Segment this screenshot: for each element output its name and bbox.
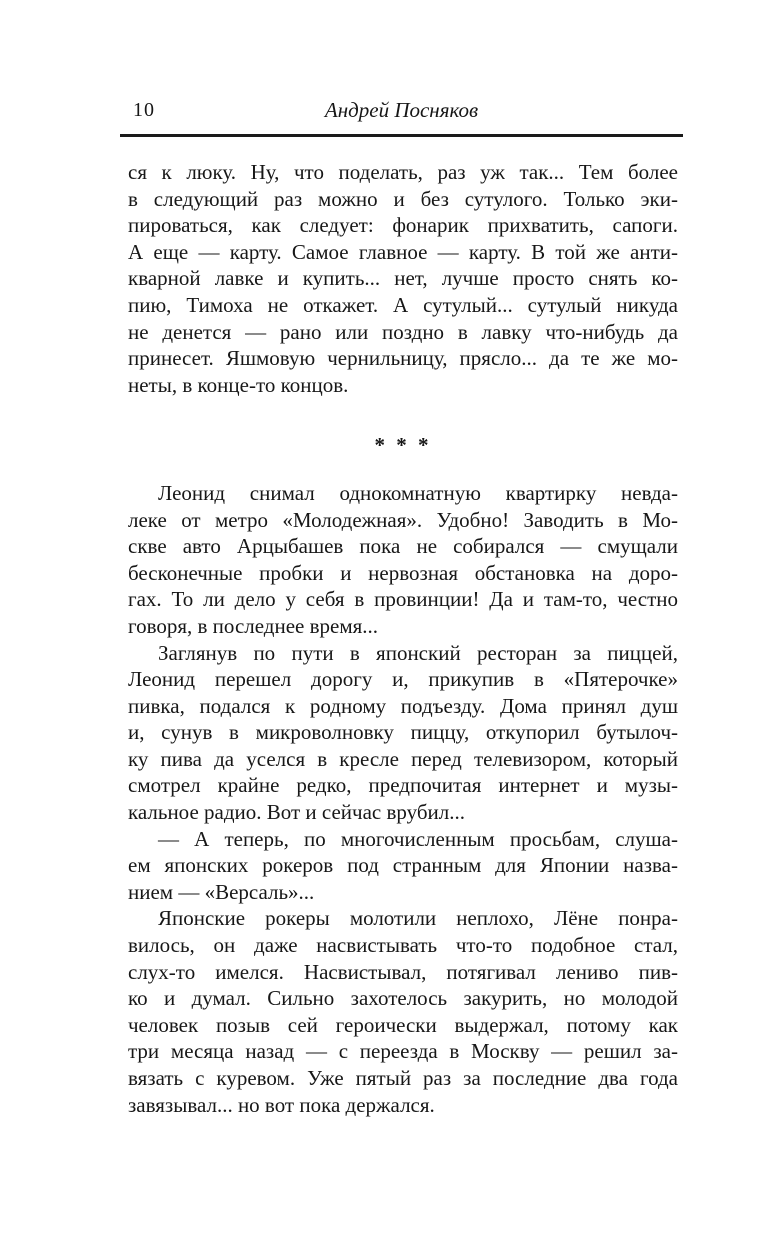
text-line: Леонид снимал однокомнатную квартирку невда- [158, 480, 678, 505]
text-line: три месяца назад — с переезда в Москву — решил за- [128, 1039, 678, 1064]
text-line: пивка, подался к родному подъезду. Дома принял душ [128, 693, 678, 718]
running-title: Андрей Посняков [324, 98, 479, 122]
text-line: вилось, он даже насвистывать что-то подобное стал, [128, 933, 678, 958]
body-text [120, 159, 683, 1118]
text-line: и, сунув в микроволновку пиццу, откупорил бутылоч- [128, 720, 678, 745]
text-line: слух-то имелся. Насвистывал, потягивал лениво пив- [128, 959, 678, 984]
text-line: смотрел крайне редко, предпочитая интернет и музы- [128, 773, 678, 798]
page-number: 10 [133, 99, 155, 121]
page-content [120, 0, 683, 1118]
text-line: гах. То ли дело у себя в провинции! Да и там-то, честно [128, 587, 678, 612]
section-separator: * * * [374, 433, 432, 458]
text-line: ку пива да уселся в кресле перед телевизором, который [128, 746, 678, 771]
text-line: — А теперь, по многочисленным просьбам, слуша- [158, 826, 678, 851]
text-line: завязывал... но вот пока держался. [128, 1092, 435, 1117]
text-line: принесет. Яшмовую чернильницу, прясло... да те же мо- [128, 346, 678, 371]
text-line: Заглянув по пути в японский ресторан за пиццей, [158, 640, 678, 665]
text-line: ем японских рокеров под странным для Японии назва- [128, 853, 678, 878]
text-line: в следующий раз можно и без сутулого. Только эки- [128, 186, 678, 211]
paragraph [128, 826, 678, 906]
text-line: леке от метро «Молодежная». Удобно! Заводить в Мо- [128, 507, 678, 532]
text-line: ко и думал. Сильно захотелось закурить, но молодой [128, 986, 678, 1011]
text-line: Леонид перешел дорогу и, прикупив в «Пятерочке» [128, 667, 678, 692]
text-line: нием — «Версаль»... [128, 879, 315, 904]
text-line: кварной лавке и купить... нет, лучше просто снять ко- [128, 266, 678, 291]
text-line: ся к люку. Ну, что поделать, раз уж так... Тем более [128, 160, 678, 184]
header-rule [120, 134, 683, 137]
text-line: не денется — рано или поздно в лавку что-нибудь да [128, 319, 678, 344]
paragraph [128, 480, 678, 640]
text-line: говоря, в последнее время... [128, 613, 379, 638]
text-line: бесконечные пробки и нервозная обстановка на доро- [128, 560, 678, 585]
text-line: неты, в конце-то концов. [128, 372, 349, 397]
paragraph [128, 640, 678, 826]
text-line: кальное радио. Вот и сейчас врубил... [128, 800, 466, 825]
text-line: скве авто Арцыбашев пока не собирался — смущали [128, 534, 678, 559]
running-header [120, 97, 683, 123]
text-line: пироваться, как следует: фонарик прихватить, сапоги. [128, 213, 678, 238]
paragraph [128, 159, 678, 398]
text-line: пию, Тимоха не откажет. А сутулый... сутулый никуда [128, 292, 678, 317]
paragraph [128, 905, 678, 1118]
text-line: А еще — карту. Самое главное — карту. В той же анти- [128, 239, 678, 264]
text-line: вязать с куревом. Уже пятый раз за последние два года [128, 1066, 678, 1090]
text-line: человек позыв сей героически выдержал, потому как [128, 1012, 678, 1037]
text-line: Японские рокеры молотили неплохо, Лёне понра- [158, 906, 678, 931]
